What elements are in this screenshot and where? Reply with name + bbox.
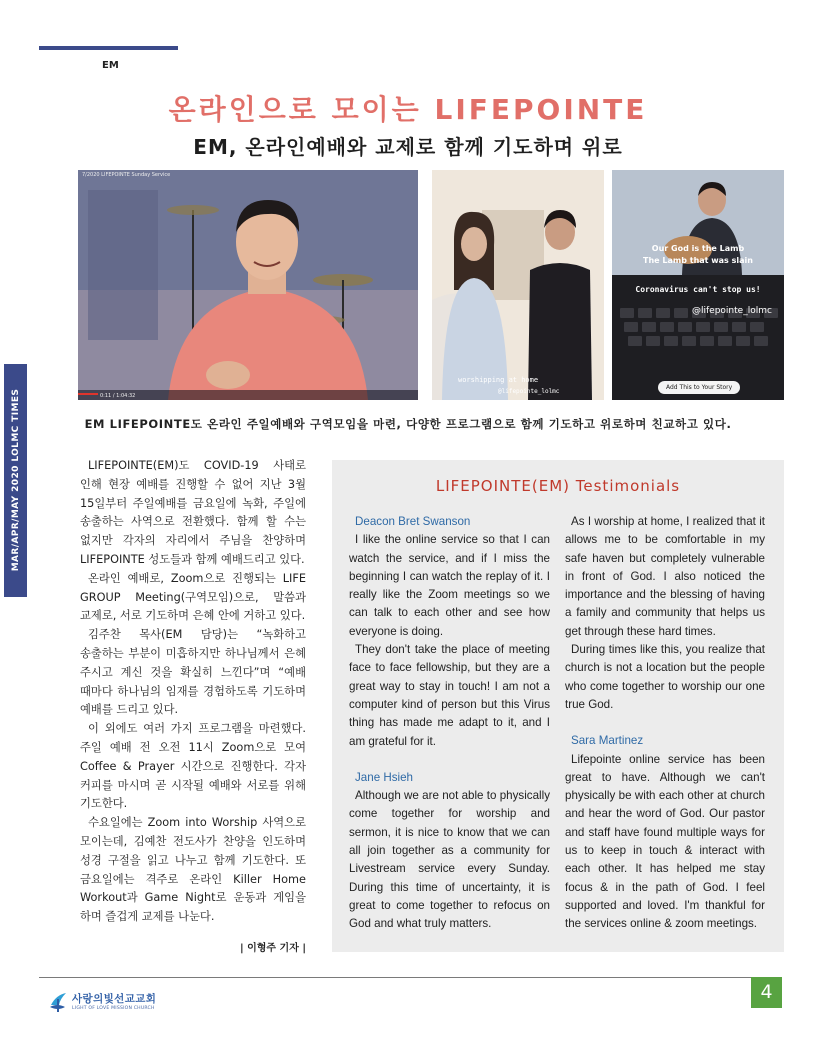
headline: 온라인으로 모이는 LIFEPOINTE — [168, 93, 648, 126]
overlay-handle: @lifepointe_lolmc — [498, 388, 560, 395]
testimonials-panel — [332, 460, 784, 952]
testimonial-paragraph: Although we are not able to physically come together for worship and sermon, it is nice to know that we can all join together as a community for Livestream service every Sunday. During this time of uncertainty, it is great to come together to refocus on God and what truly matters. — [349, 789, 550, 931]
overlay-lyric-1: Our God is the Lamb — [651, 244, 745, 253]
testimonial-paragraph: During times like this, you realize that church is not a location but the people who come together to worship our one true God. — [565, 643, 765, 711]
page-number: 4 — [751, 977, 782, 1008]
video-time: 0:11 / 1:04:32 — [100, 393, 136, 399]
spacer — [565, 714, 765, 732]
testimonial-paragraph: As I worship at home, I realized that it allows me to be comfortable in my safe haven but completely vulnerable in front of God. I also noticed the importance and the blessing of having a family and community that helps us get through these hard times. — [565, 515, 765, 638]
testimonials-column-left — [349, 513, 550, 934]
testimonial-paragraph: They don't take the place of meeting face to face fellowship, but they are a great way to stay in touch! I am not a computer kind of person but this Virus thing has made me adapt to it, and I am grateful for it. — [349, 643, 550, 748]
photo-online-praise — [612, 170, 784, 400]
photo-caption: EM LIFEPOINTE도 온라인 주일예배와 구역모임을 마련, 다양한 프로그램으로 함께 기도하고 위로하며 친교하고 있다. — [84, 417, 732, 431]
testimonials-column-right — [565, 513, 765, 934]
article-body — [80, 457, 306, 927]
video-title: 7/2020 LIFEPOINTE Sunday Service — [82, 172, 171, 178]
photo-worship-at-home — [432, 170, 604, 400]
article-paragraph: 이 외에도 여러 가지 프로그램을 마련했다. 주일 예배 전 오전 11시 Zoom으로 모여 Coffee & Prayer 시간으로 진행한다. 각자 커피를 마시며 곧 시작될 예배와 서로를 위해 기도한다. — [80, 722, 306, 811]
video-controls[interactable] — [78, 390, 418, 400]
spacer — [349, 751, 550, 769]
testimonial-author: Sara Martinez — [571, 734, 644, 748]
issue-side-tab-text: MAR/APR/MAY 2020 LOLMC TIMES — [10, 388, 21, 572]
overlay-lyric-2: The Lamb that was slain — [643, 256, 753, 265]
subhead: EM, 온라인예배와 교제로 함께 기도하며 위로 — [193, 135, 623, 159]
dove-cross-icon — [48, 991, 68, 1013]
logo-title: 사랑의빛선교교회 — [72, 993, 157, 1005]
overlay-right-handle: @lifepointe_lolmc — [692, 306, 772, 316]
overlay-banner: Coronavirus can't stop us! — [635, 285, 761, 294]
section-tag: EM — [102, 60, 119, 71]
overlay-worship-caption: worshipping at home — [458, 376, 539, 384]
issue-side-tab — [4, 364, 27, 597]
church-logo — [48, 989, 188, 1019]
article-paragraph: 온라인 예배로, Zoom으로 진행되는 LIFE GROUP Meeting(구역모임)으로, 말씀과 교제로, 서로 기도하며 은혜 안에 거하고 있다. — [80, 571, 306, 623]
photo-video-sermon — [78, 170, 418, 400]
add-to-story-button[interactable]: Add This to Your Story — [658, 381, 740, 394]
article-paragraph: 김주찬 목사(EM 담당)는 “녹화하고 송출하는 부분이 미흡하지만 하나님께서 은혜 주시고 계신 것을 확실히 느낀다”며 “예배 때마다 하나님의 임재를 경험하도록 기도하며 예배를 드리고 있다. — [80, 628, 306, 717]
testimonials-title: LIFEPOINTE(EM) Testimonials — [435, 477, 681, 495]
couple-scene — [432, 170, 604, 400]
byline: | 이형주 기자 | — [239, 943, 306, 954]
footer-rule — [39, 977, 782, 978]
testimonial-author: Jane Hsieh — [355, 770, 414, 784]
article-paragraph: LIFEPOINTE(EM)도 COVID-19 사태로 인해 현장 예배를 진행할 수 없어 지난 3월 15일부터 주일예배를 금요일에 녹화, 주일에 송출하는 사역으로 전환했다. 함께 할 수는 없지만 각자의 자리에서 주님을 찬양하며 LIFEPOINTE 성도들과 함께 예배드리고 있다. — [80, 459, 306, 566]
testimonial-author: Deacon Bret Swanson — [355, 515, 471, 528]
testimonial-paragraph: Lifepointe online service has been great to have. Although we can't physically be with each other at church and hear the word of God. Our pastor and staff have found multiple ways for us to keep in touch & interact with each other. It has helped me stay focus & in the path of God. I feel supported and loved. I'm thankful for the services online & zoom meetings. — [565, 752, 765, 931]
video-progress-bar[interactable] — [78, 393, 98, 395]
logo-subtitle: LIGHT OF LOVE MISSION CHURCH — [72, 1006, 155, 1011]
top-accent-rule — [39, 46, 178, 50]
sermon-scene — [78, 170, 418, 400]
testimonial-paragraph: I like the online service so that I can watch the service, and if I miss the beginning I can watch the replay of it. I really like the Zoom meetings so we can talk to each other and see how everyone is doing. — [349, 533, 550, 638]
article-paragraph: 수요일에는 Zoom into Worship 사역으로 모이는데, 김예찬 전도사가 찬양을 인도하며 성경 구절을 읽고 나누고 함께 기도한다. 또 금요일에는 격주로 온라인 Killer Home Workout과 Game Night로 운동과 게임을 하며 즐겁게 교제를 나눈다. — [80, 816, 306, 924]
